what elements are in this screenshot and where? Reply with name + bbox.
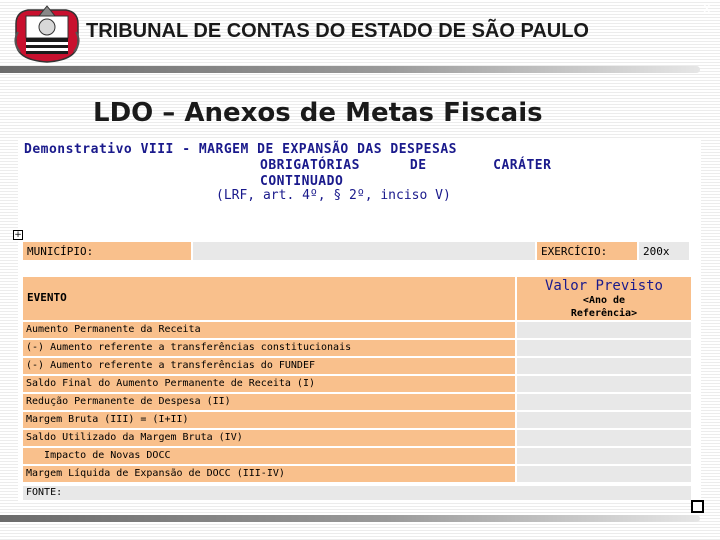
table-row <box>23 340 691 356</box>
row-value-cell[interactable] <box>517 448 691 464</box>
tce-sp-logo <box>12 2 82 64</box>
table-row <box>23 394 691 410</box>
row-label: Aumento Permanente da Receita <box>23 322 515 338</box>
demonstrativo-title-line3: CONTINUADO <box>260 174 344 189</box>
valor-previsto-subtitle-2: Referência> <box>570 308 638 319</box>
valor-previsto-title: Valor Previsto <box>544 278 663 294</box>
row-label: (-) Aumento referente a transferências constitucionais <box>23 340 515 356</box>
row-value-cell[interactable] <box>517 394 691 410</box>
fonte-label: FONTE: <box>23 486 691 500</box>
row-value-cell[interactable] <box>517 376 691 392</box>
corner-mark: X <box>702 2 712 18</box>
row-label: Saldo Final do Aumento Permanente de Receita (I) <box>23 376 515 392</box>
row-value-cell[interactable] <box>517 412 691 428</box>
column-header-valor-previsto <box>517 277 691 320</box>
row-label: (-) Aumento referente a transferências do FUNDEF <box>23 358 515 374</box>
row-value-cell[interactable] <box>517 322 691 338</box>
slide-title: LDO – Anexos de Metas Fiscais <box>93 98 543 128</box>
row-label: Margem Bruta (III) = (I+II) <box>23 412 515 428</box>
table-row <box>23 466 691 482</box>
row-value-cell[interactable] <box>517 358 691 374</box>
demonstrativo-sheet <box>14 138 701 503</box>
row-value-cell[interactable] <box>517 466 691 482</box>
table-row <box>23 322 691 338</box>
municipio-field[interactable] <box>193 242 535 260</box>
org-title: TRIBUNAL DE CONTAS DO ESTADO DE SÃO PAULO <box>86 20 589 42</box>
bottom-divider-bar <box>0 515 700 522</box>
table-row <box>23 376 691 392</box>
row-value-cell[interactable] <box>517 340 691 356</box>
row-label: Redução Permanente de Despesa (II) <box>23 394 515 410</box>
column-header-evento: EVENTO <box>23 277 515 320</box>
legal-reference: (LRF, art. 4º, § 2º, inciso V) <box>216 188 451 203</box>
expand-toggle-icon[interactable]: + <box>14 230 22 240</box>
exercicio-field[interactable]: 200x <box>639 242 689 260</box>
row-label: Margem Líquida de Expansão de DOCC (III-IV) <box>23 466 515 482</box>
demonstrativo-title-line2: OBRIGATÓRIAS DE CARÁTER <box>260 158 552 173</box>
slide-nav-square-icon[interactable] <box>691 500 704 513</box>
table-row <box>23 412 691 428</box>
row-value-cell[interactable] <box>517 430 691 446</box>
table-row <box>23 430 691 446</box>
valor-previsto-subtitle-1: <Ano de <box>582 295 626 306</box>
municipio-label: MUNICÍPIO: <box>23 242 191 260</box>
top-divider-bar <box>0 66 700 73</box>
exercicio-label: EXERCÍCIO: <box>537 242 637 260</box>
demonstrativo-title-line1: Demonstrativo VIII - MARGEM DE EXPANSÃO DAS DESPESAS <box>24 142 457 157</box>
row-label: Saldo Utilizado da Margem Bruta (IV) <box>23 430 515 446</box>
table-row <box>23 358 691 374</box>
table-row <box>23 448 691 464</box>
row-label: Impacto de Novas DOCC <box>23 448 515 464</box>
